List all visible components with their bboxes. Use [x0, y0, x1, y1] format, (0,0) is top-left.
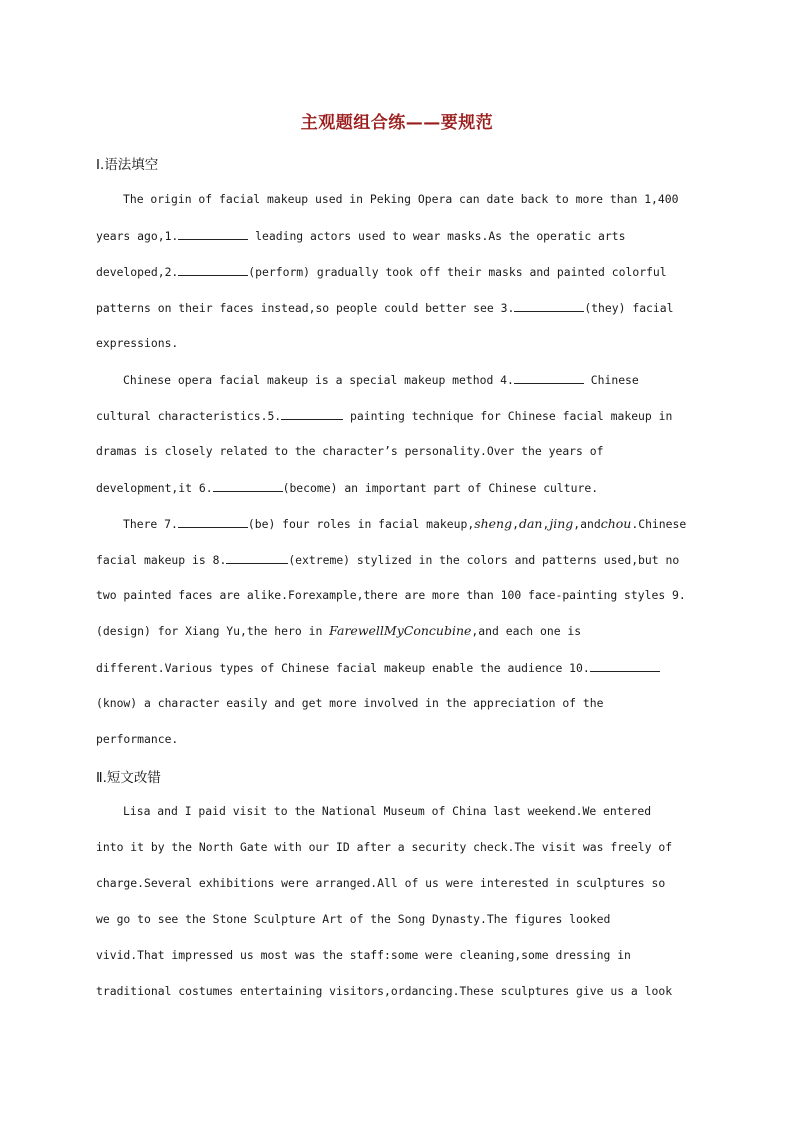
- text-line: Lisa and I paid visit to the National Museum of China last weekend.We entered: [123, 804, 652, 818]
- text-line: patterns on their faces instead,so people could better see 3. (they) facial: [96, 301, 674, 315]
- text-line: charge.Several exhibitions were arranged.All of us were interested in sculptures so: [96, 876, 666, 890]
- text-line: developed,2. (perform) gradually took off their masks and painted colorful: [96, 265, 667, 279]
- text-line: (design) for Xiang Yu,the hero in FarewellMyConcubine,and each one is: [96, 623, 582, 638]
- text-line: traditional costumes entertaining visitors,ordancing.These sculptures give us a look: [96, 984, 673, 998]
- answer-blank-10[interactable]: [590, 660, 660, 672]
- text-line: performance.: [96, 732, 179, 746]
- play-title: FarewellMyConcubine: [329, 623, 472, 638]
- text-line: Chinese opera facial makeup is a special makeup method 4. Chinese: [123, 373, 639, 387]
- answer-blank-1[interactable]: [178, 228, 248, 240]
- answer-blank-3[interactable]: [514, 300, 584, 312]
- text-line: dramas is closely related to the character’s personality.Over the years of: [96, 444, 604, 458]
- text-line: The origin of facial makeup used in Peking Opera can date back to more than 1,400: [123, 192, 679, 206]
- text-line: There 7. (be) four roles in facial makeup,sheng,dan,jing,andchou.Chinese: [123, 516, 687, 531]
- answer-blank-6[interactable]: [213, 480, 283, 492]
- text-line: into it by the North Gate with our ID after a security check.The visit was freely of: [96, 840, 673, 854]
- answer-blank-7[interactable]: [178, 516, 248, 528]
- text-line: cultural characteristics.5. painting technique for Chinese facial makeup in: [96, 409, 673, 423]
- answer-blank-4[interactable]: [514, 372, 584, 384]
- text-line: facial makeup is 8. (extreme) stylized in the colors and patterns used,but no: [96, 553, 680, 567]
- text-line: vivid.That impressed us most was the staff:some were cleaning,some dressing in: [96, 948, 631, 962]
- text-line: two painted faces are alike.Forexample,there are more than 100 face-painting styles 9.: [96, 588, 686, 602]
- text-line: different.Various types of Chinese facial makeup enable the audience 10.: [96, 660, 660, 675]
- answer-blank-2[interactable]: [178, 264, 248, 276]
- section-heading-grammar-fill: Ⅰ.语法填空: [96, 157, 159, 173]
- text-line: we go to see the Stone Sculpture Art of the Song Dynasty.The figures looked: [96, 912, 611, 926]
- text-line: expressions.: [96, 336, 179, 350]
- page-title: 主观题组合练——要规范: [300, 113, 494, 133]
- text-line: years ago,1. leading actors used to wear masks.As the operatic arts: [96, 229, 626, 243]
- answer-blank-5[interactable]: [281, 408, 343, 420]
- answer-blank-8[interactable]: [226, 552, 288, 564]
- text-line: (know) a character easily and get more involved in the appreciation of the: [96, 696, 604, 710]
- text-line: development,it 6. (become) an important part of Chinese culture.: [96, 481, 599, 495]
- section-heading-error-correction: Ⅱ.短文改错: [96, 770, 161, 786]
